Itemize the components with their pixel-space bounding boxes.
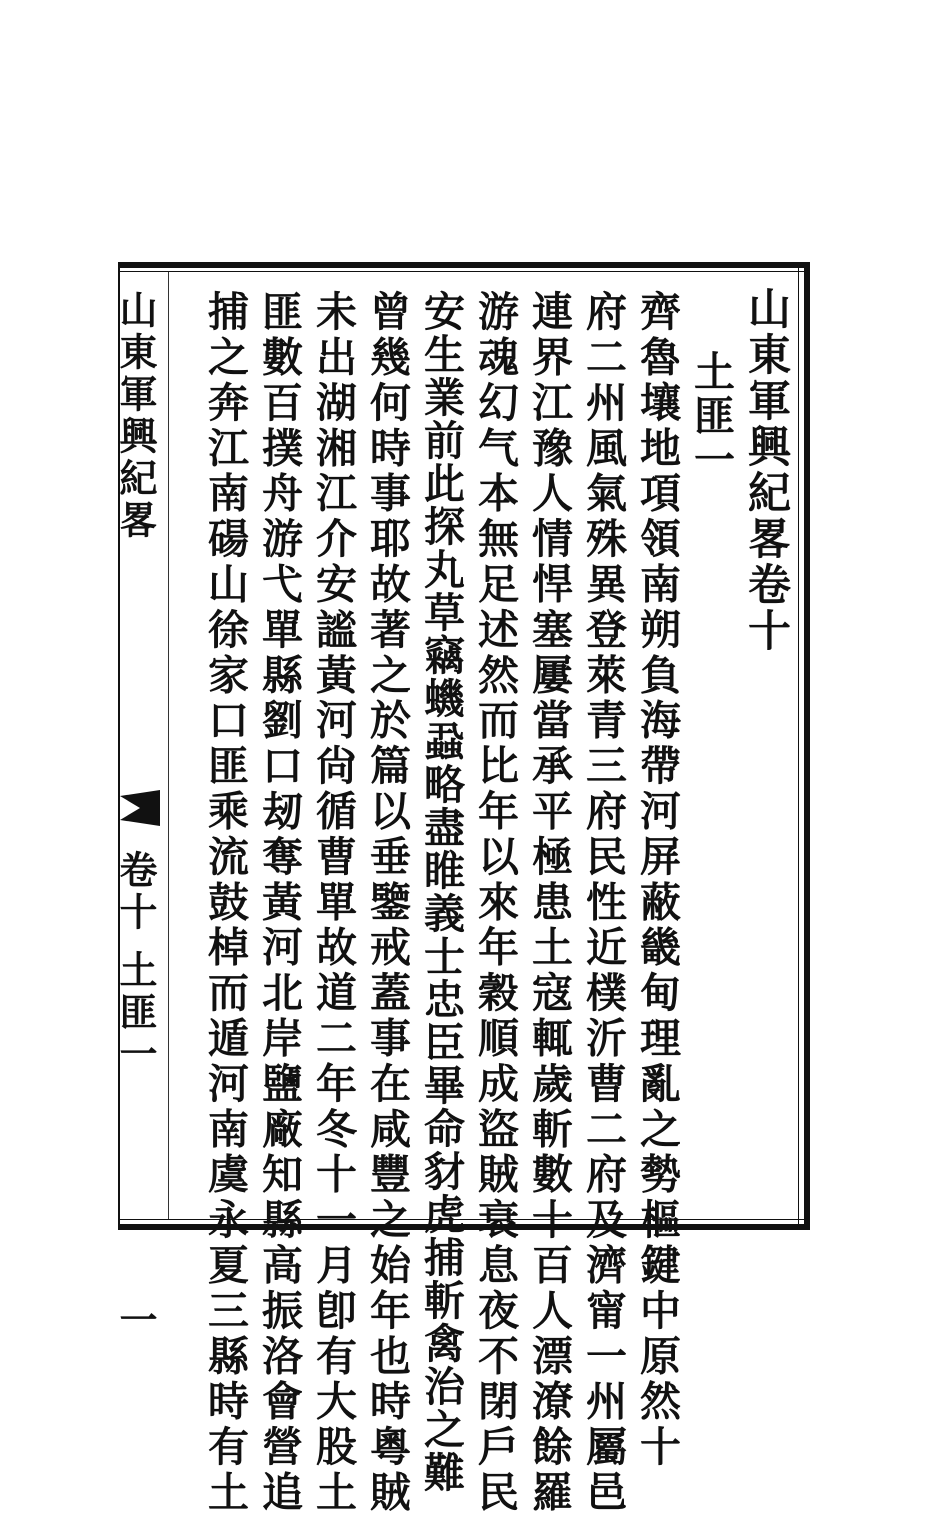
- top-rule: [118, 262, 810, 268]
- text-column-3: 連界江豫人情悍塞屢當承平極患土寇輒歲斬數十百人漂潦餘羅: [525, 290, 573, 1516]
- page-margin: [113, 290, 164, 1342]
- text-column-7: 未出湖湘江介安謐黃河尙循曹單故道二年冬十一月卽有大股土: [309, 290, 357, 1516]
- text-column-1: 齊魯壤地項領南朔負海帶河屏蔽畿甸理亂之勢樞鍵中原然十: [633, 290, 681, 1471]
- margin-book-title: 山東軍興紀畧: [113, 290, 158, 542]
- right-border: [804, 262, 810, 1230]
- margin-section: 土匪一: [113, 950, 158, 1076]
- text-column-6: 曾幾何時事耶故著之於篇以垂鑒戒蓋事在咸豐之始年也時粵賊: [363, 290, 411, 1516]
- right-border-thin: [798, 268, 799, 1224]
- text-column-8: 匪數百撲舟游弋單縣劉口刼奪黃河北岸鹽廠知縣高振洛會營追: [255, 290, 303, 1516]
- margin-divider: [168, 272, 169, 1219]
- text-column-2: 府二州風氣殊異登萊青三府民性近樸沂曹二府及濟甯一州屬邑: [579, 290, 627, 1516]
- top-rule-thin: [118, 271, 810, 272]
- fish-tail-mark-icon: [118, 790, 162, 826]
- text-column-5: 安生業前此探丸草竊蟣蝨略盡睢義士忠臣畢命豺虎捕斬禽治之難: [417, 290, 465, 1494]
- document-title: 山東軍興紀畧卷十: [741, 286, 791, 654]
- text-column-4: 游魂幻气本無足述然而比年以來年穀順成盜賊衰息夜不閉戶民: [471, 290, 519, 1516]
- section-heading: 土匪一: [687, 350, 735, 482]
- margin-volume: 卷十: [113, 850, 158, 934]
- text-column-9: 捕之奔江南碭山徐家口匪乘流鼓棹而遁河南虞永夏三縣時有土: [201, 290, 249, 1516]
- margin-page-number: 一: [113, 1300, 158, 1342]
